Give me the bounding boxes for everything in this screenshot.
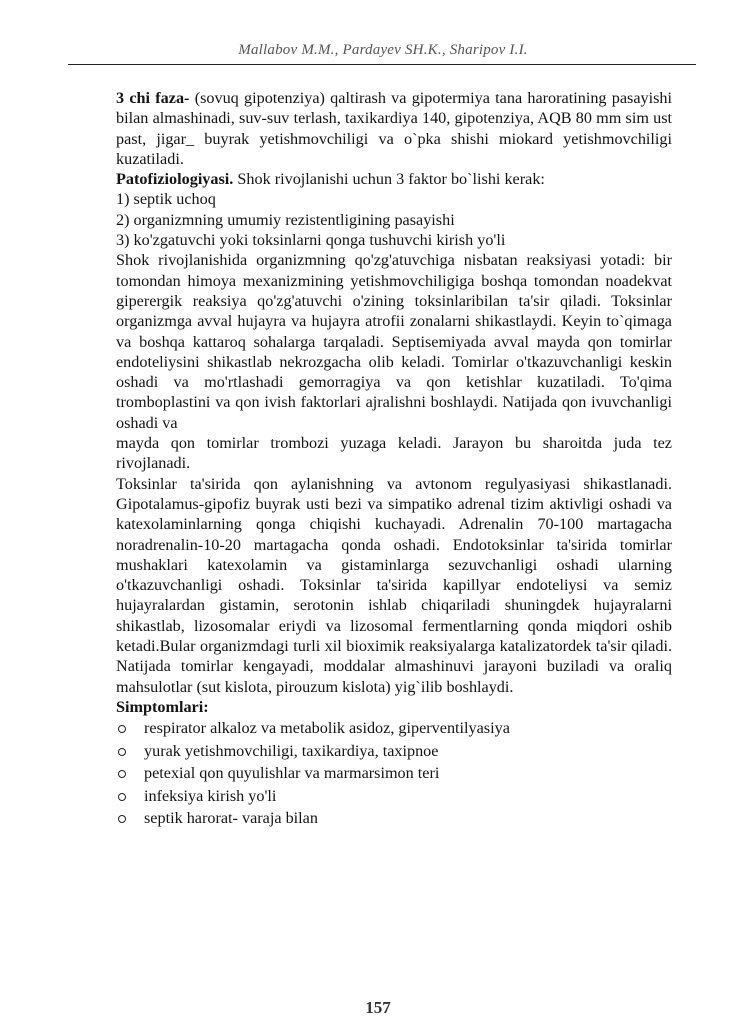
symptom-item: septik harorat- varaja bilan: [116, 807, 672, 830]
paragraph-phase-3: [116, 88, 672, 169]
factor-item: 1) septik uchoq: [116, 190, 216, 209]
pathophysiology-label: Patofiziologiyasi.: [116, 170, 234, 189]
symptoms-heading: Simptomlari:: [116, 697, 209, 716]
symptom-item: petexial qon quyulishlar va marmarsimon teri: [116, 762, 672, 785]
phase-3-text: (sovuq gipotenziya) qaltirash va gipotermiya tana haroratining pasayishi bilan almashinadi, suv-suv terlash, taxikardiya 140, gipotenziya, AQB 80 mm sim ust past, jigar_ buyrak yetishmovchiligi va o`pka shishi miokard yetishmovchiligi kuzatiladi.: [116, 89, 673, 168]
symptom-item: yurak yetishmovchiligi, taxikardiya, taxipnoe: [116, 740, 672, 763]
symptom-item: respirator alkaloz va metabolik asidoz, giperventilyasiya: [116, 717, 672, 740]
factor-item: 2) organizmning umumiy rezistentligining pasayishi: [116, 210, 455, 229]
pathophysiology-text: Shok rivojlanishi uchun 3 faktor bo`lishi kerak:: [233, 170, 545, 189]
paragraph-pathophysiology: [116, 169, 672, 189]
symptoms-list: [116, 717, 672, 830]
symptom-item: infeksiya kirish yo'li: [116, 785, 672, 808]
bullet-icon: [118, 815, 126, 823]
factor-item: 3) ko'zgatuvchi yoki toksinlarni qonga tushuvchi kirish yo'li: [116, 231, 506, 250]
paragraph-shock-development: Shok rivojlanishida organizmning qo'zg'atuvchiga nisbatan reaksiyasi yotadi: bir tomondan himoya mexanizmining yetishmovchiligiga boshqa tomondan noadekvat giperergik reaksiya qo'zg'atuvchi o'zining toksinlaribilan ta'sir qiladi. Toksinlar organizmga avval hujayra va hujayra atrofii zonalarni shikastlaydi. Keyin to`qimaga va boshqa kattaroq sohalarga tarqaladi. Septisemiyada avval mayda qon tomirlar endoteliysini shikastlab nekrozgacha olib keladi. Tomirlar o'tkazuvchanligi keskin oshadi va mo'rtlashadi gemorragiya va qon ketishlar kuzatiladi. To'qima tromboplastini va qon ivish faktorlari ajralishni boshlaydi. Natijada qon ivuvchanligi oshadi va: [116, 251, 672, 432]
paragraph-toxins: Toksinlar ta'sirida qon aylanishning va avtonom regulyasiyasi shikastlanadi. Gipotalamus-gipofiz buyrak usti bezi va simpatiko adrenal tizim aktivligi oshadi va katexolaminlarning qonga chiqishi kuchayadi. Adrenalin 70-100 martagacha noradrenalin-10-20 martagacha qonda oshadi. Endotoksinlar ta'sirida tomirlar mushaklari katexolamin va gistaminlarga sezuvchanligi oshadi ularning o'tkazuvchanligi oshadi. Toksinlar ta'sirida kapillyar endoteliysi va semiz hujayralardan gistamin, serotonin ishlab chiqariladi shuningdek hujayralarni shikastlab, lizosomalar eriydi va lizosomal fermentlarning qonda miqdori oshib ketadi.Bular organizmdagi turli xil bioximik reaksiyalarga katalizatordek ta'sir qiladi. Natijada tomirlar kengayadi, moddalar almashinuvi jarayoni buziladi va oraliq mahsulotlar (sut kislota, pirouzum kislota) yig`ilib boshlaydi.: [116, 474, 672, 696]
bullet-icon: [118, 793, 126, 801]
phase-3-label: 3 chi faza-: [116, 89, 190, 107]
paragraph-thrombosis: mayda qon tomirlar trombozi yuzaga keladi. Jarayon bu sharoitda juda tez rivojlanadi.: [116, 434, 672, 473]
header-rule: [68, 64, 696, 65]
running-head: Mallabov M.M., Pardayev SH.K., Sharipov I.I.: [238, 42, 528, 58]
bullet-icon: [118, 748, 126, 756]
page-number: 157: [365, 998, 391, 1017]
bullet-icon: [118, 725, 126, 733]
bullet-icon: [118, 770, 126, 778]
page-content: [116, 88, 672, 830]
